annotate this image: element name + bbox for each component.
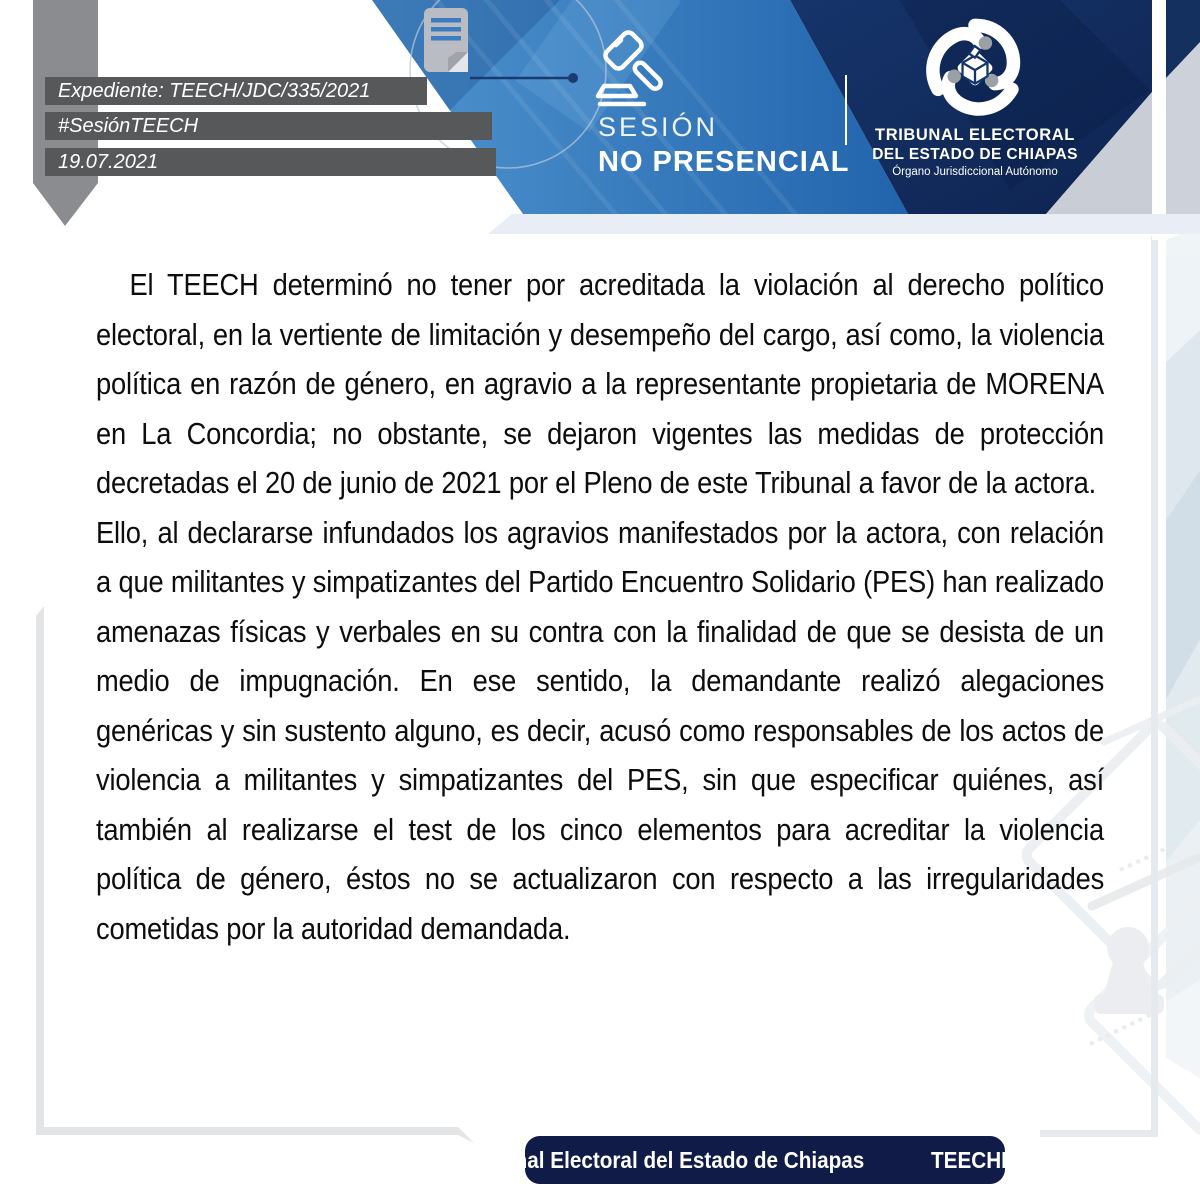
expediente-label: Expediente: TEECH/JDC/335/2021 (58, 79, 371, 102)
teech-logo-icon (923, 16, 1027, 120)
document-icon (424, 8, 468, 72)
youtube-channel-label[interactable]: Tribunal Electoral del Estado de Chiapas (463, 1146, 865, 1173)
org-tagline: Órgano Jurisdiccional Autónomo (892, 166, 1058, 178)
session-title: SESIÓN (598, 112, 719, 142)
paragraph-resolution: El TEECH determinó no tener por acreditada la violación al derecho político electoral, en la vertiente de limitación y desempeño del cargo, así como, la violencia política en razón de género, en agravio a la representante propietaria de MORENA en La Concordia; no obstante, se dejaron vigentes las medidas de protección decretadas el 20 de junio de 2021 por el Pleno de este Tribunal a favor de la actora. (96, 267, 1105, 500)
org-name-line1: TRIBUNAL ELECTORAL (875, 126, 1075, 144)
header-light-band (488, 214, 1200, 234)
date-bar (45, 148, 496, 176)
connector-dot (568, 73, 578, 83)
session-subtitle: NO PRESENCIAL (598, 146, 850, 178)
session-block (592, 30, 872, 190)
facebook-handle-label[interactable]: TEECHIAPAS (930, 1146, 1063, 1173)
hashtag-bar (45, 112, 492, 140)
corner-white-stripe (1152, 0, 1166, 240)
paragraph-reasoning: Ello, al declararse infundados los agravios manifestados por la actora, con relación a que militantes y simpatizantes del Partido Encuentro Solidario (PES) han realizado amenazas físicas y verbales en su contra con la finalidad de que se desista de un medio de impugnación. En ese sentido, la demandante realizó alegaciones genéricas y sin sustento alguno, es decir, acusó como responsables de los actos de violencia a militantes y simpatizantes del PES, sin que especificar quiénes, así también al realizarse el test de los cinco elementos para acreditar la violencia política de género, éstos no se actualizaron con respecto a las irregularidades cometidas por la autoridad demandada. (96, 514, 1105, 946)
org-block (858, 16, 1092, 178)
expediente-bar (45, 77, 427, 105)
hashtag-label: #SesiónTEECH (58, 114, 199, 137)
org-name-line2: DEL ESTADO DE CHIAPAS (872, 146, 1078, 163)
date-label: 19.07.2021 (58, 150, 159, 173)
social-footer-bar (463, 1136, 1063, 1184)
announcement-text (96, 260, 1104, 953)
gavel-icon (592, 30, 670, 112)
header-divider (845, 75, 847, 145)
